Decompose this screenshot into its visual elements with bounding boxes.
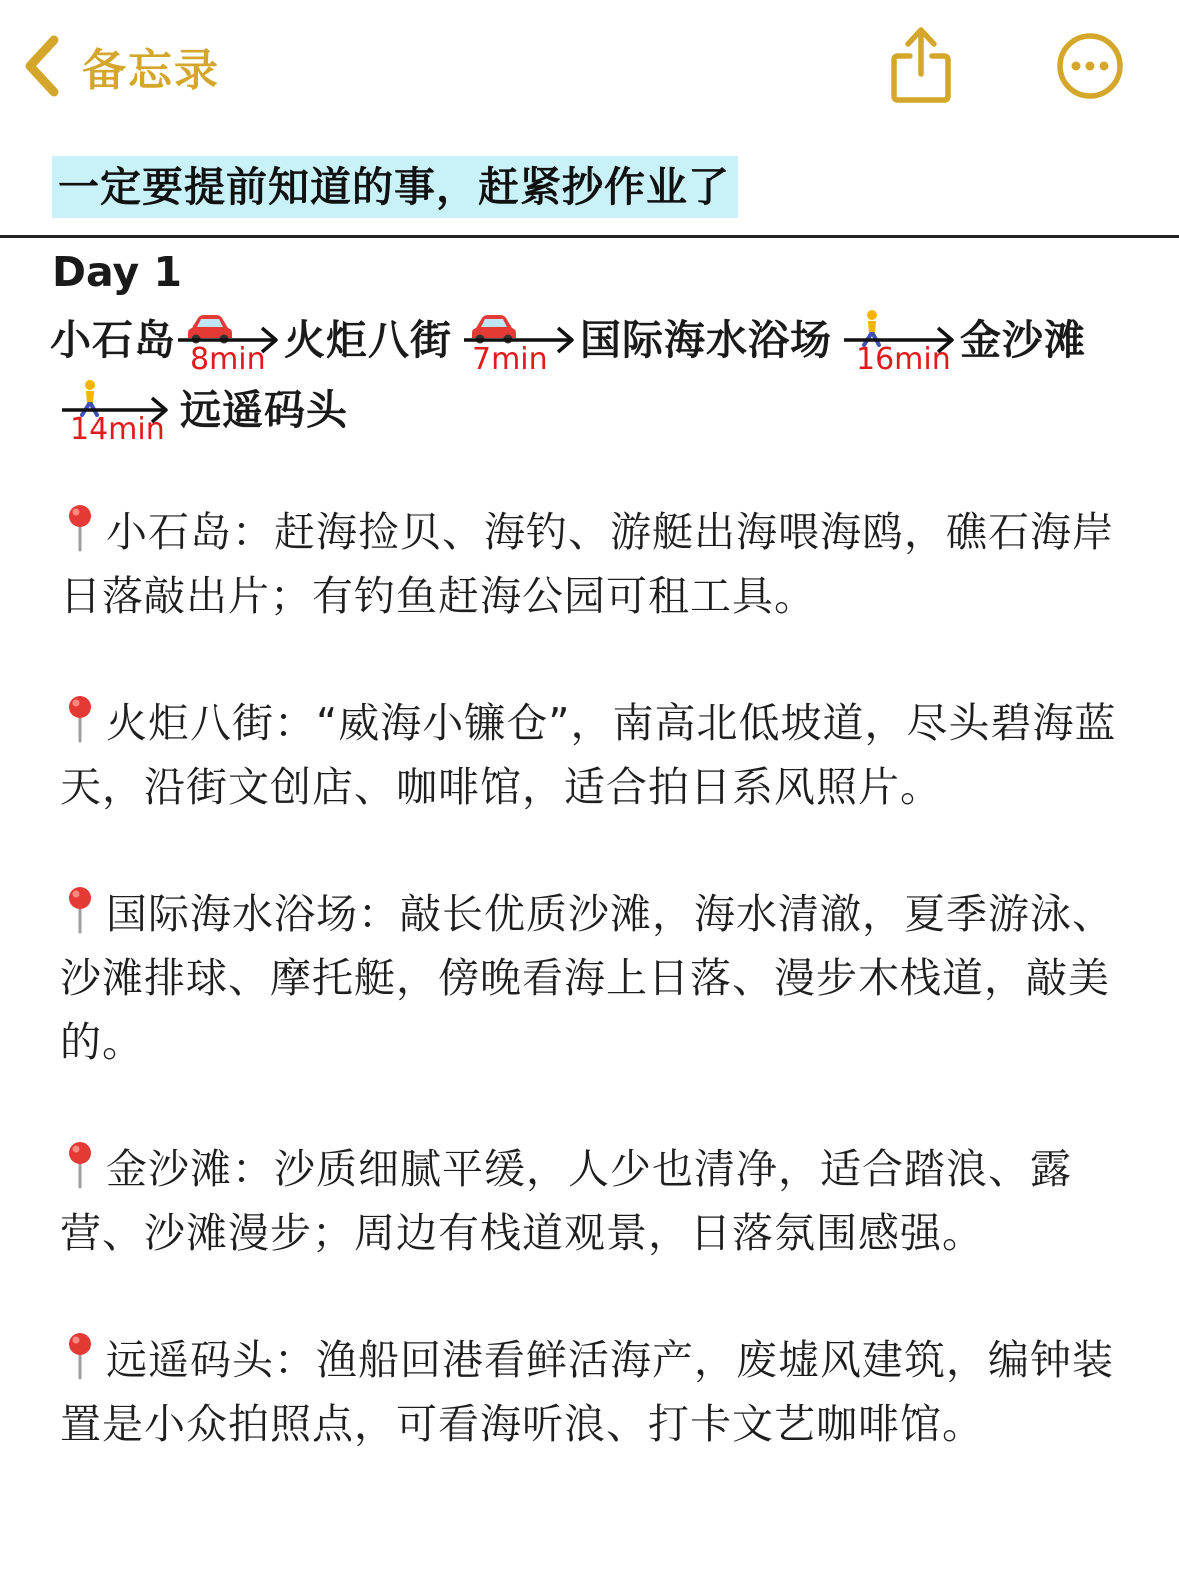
pin-icon — [60, 502, 100, 552]
pin-icon — [60, 884, 100, 934]
note-body — [60, 500, 1150, 1519]
list-item[interactable] — [60, 1328, 1150, 1456]
entry-text: 远遥码头：渔船回港看鲜活海产，废墟风建筑，编钟装置是小众拍照点，可看海听浪、打卡文艺咖啡馆。 — [60, 1336, 1114, 1448]
travel-time: 14min — [70, 412, 165, 447]
list-item[interactable] — [60, 691, 1150, 819]
travel-time: 16min — [856, 342, 951, 377]
entry-text: 小石岛：赶海捡贝、海钓、游艇出海喂海鸥，礁石海岸日落敲出片；有钓鱼赶海公园可租工具。 — [60, 508, 1114, 620]
divider — [0, 235, 1179, 238]
note-title[interactable]: 一定要提前知道的事，赶紧抄作业了 — [52, 156, 738, 218]
share-button[interactable] — [886, 22, 956, 106]
route-leg — [60, 378, 180, 447]
chevron-left-icon — [20, 34, 64, 98]
back-button[interactable] — [20, 28, 220, 104]
route-stop[interactable]: 小石岛 — [50, 316, 176, 364]
list-item[interactable] — [60, 500, 1150, 628]
pin-icon — [60, 1330, 100, 1380]
route-line — [50, 378, 348, 448]
route-leg — [842, 308, 960, 377]
travel-time: 8min — [190, 342, 266, 377]
route-line — [50, 308, 1086, 378]
route-stop[interactable]: 远遥码头 — [180, 386, 348, 434]
route-stop[interactable]: 火炬八街 — [284, 316, 452, 364]
list-item[interactable] — [60, 882, 1150, 1074]
list-item[interactable] — [60, 1137, 1150, 1265]
entry-text: 金沙滩：沙质细腻平缓，人少也清净，适合踏浪、露营、沙滩漫步；周边有栈道观景，日落氛围感强。 — [60, 1145, 1072, 1257]
route-stop[interactable]: 国际海水浴场 — [580, 316, 832, 364]
route-leg — [462, 308, 580, 377]
route-leg — [176, 308, 284, 377]
back-button-label: 备忘录 — [82, 45, 220, 96]
travel-time: 7min — [472, 342, 548, 377]
more-icon — [1054, 30, 1126, 102]
share-icon — [886, 22, 956, 106]
more-options-button[interactable] — [1054, 30, 1126, 102]
entry-text: 火炬八街：“威海小镰仓”，南高北低坡道，尽头碧海蓝天，沿街文创店、咖啡馆，适合拍日系风照片。 — [60, 699, 1117, 811]
navigation-bar — [0, 0, 1179, 130]
pin-icon — [60, 1139, 100, 1189]
day-label[interactable]: Day 1 — [52, 248, 182, 296]
note-title-container — [52, 156, 738, 218]
entry-text: 国际海水浴场：敲长优质沙滩，海水清澈，夏季游泳、沙滩排球、摩托艇，傍晚看海上日落、漫步木栈道，敲美的。 — [60, 890, 1114, 1066]
route-stop[interactable]: 金沙滩 — [960, 316, 1086, 364]
pin-icon — [60, 693, 100, 743]
